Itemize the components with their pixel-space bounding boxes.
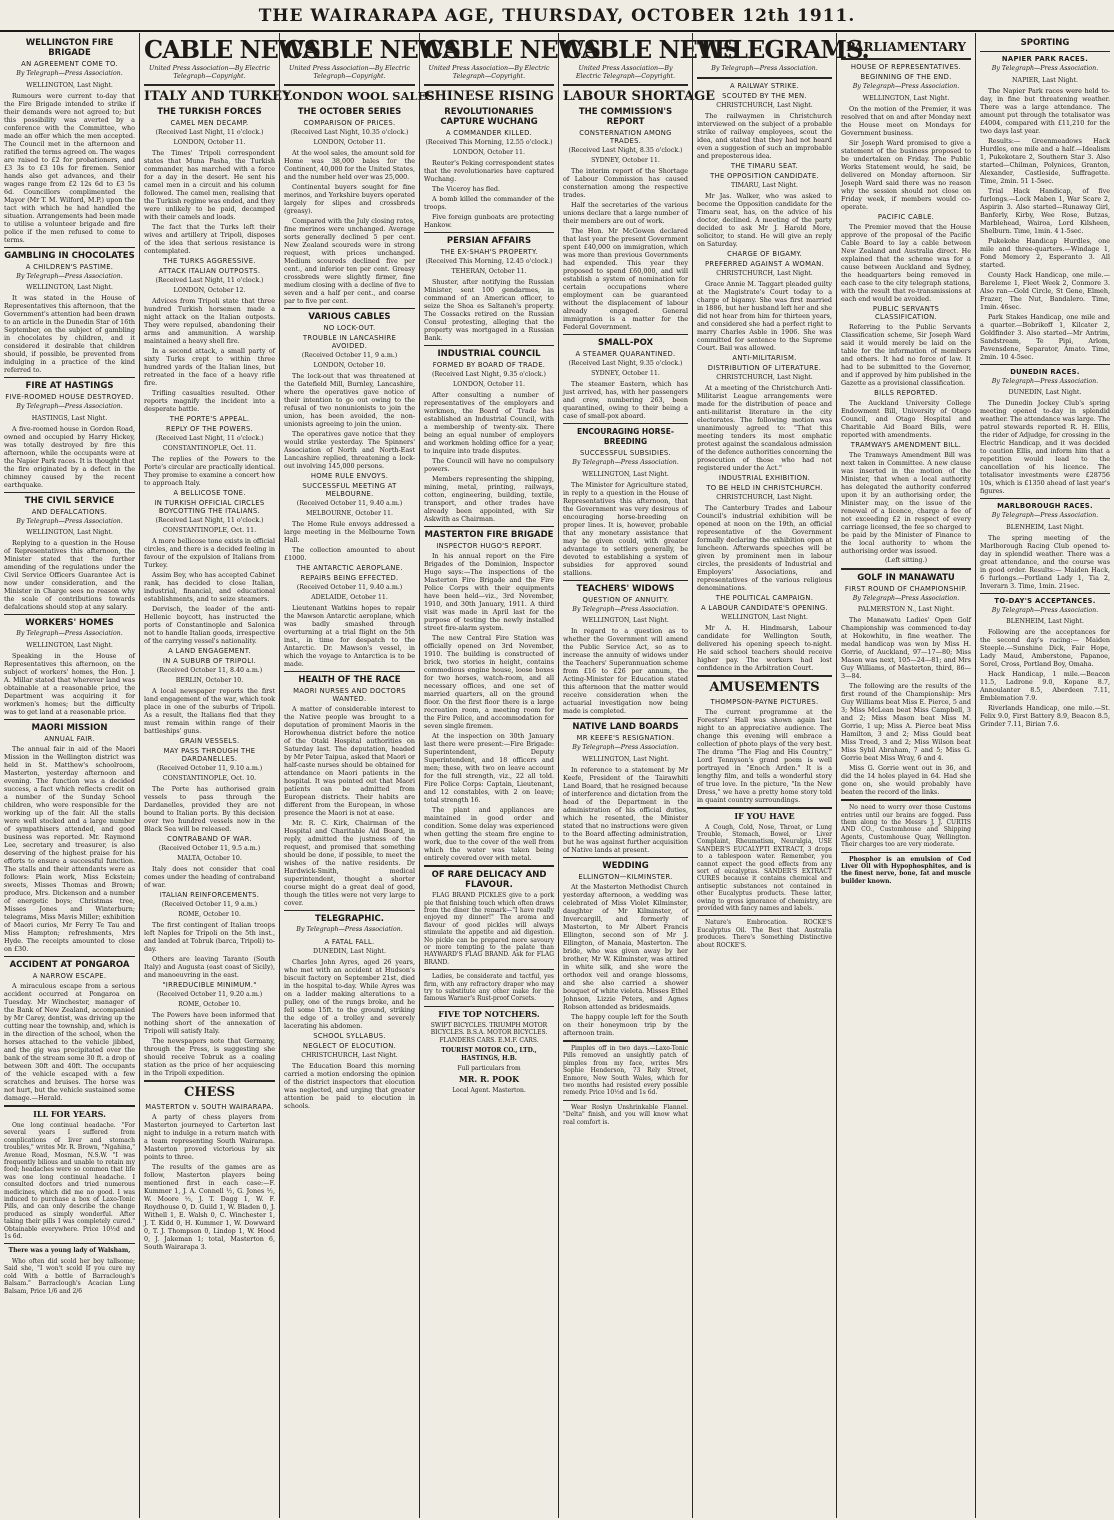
- credit-line: By Telegraph—Press Association.: [296, 926, 403, 934]
- ad-body: Wear Roslyn Unshrinkable Flannel. "Delta" finish, and you will know what real comfort is.: [563, 1103, 688, 1126]
- credit-line: United Press Association—By Electric Telegraph—Copyright.: [428, 65, 550, 80]
- heading-workers-homes: WORKERS' HOMES: [25, 618, 114, 629]
- paragraph: A miraculous escape from a serious accident occurred at Pongaroa on Tuesday. Mr Winchester, manager of the Bank of New Zealand, accompanied by Mr Carey, dentist, was driving up the cutting near the township, and, which is in the direction of the school, when the horses attached to the vehicle jibbed, and the gig was precipitated over the bank of the stream some 30 ft. a drop of between 30ft and 40ft. The occupants of the vehicle escaped with a few scratches and bruises. The horse was not hurt, but the vehicle sustained some damage.—Herald.: [4, 981, 135, 1102]
- paragraph: Assim Bey, who has accepted Cabinet rank, has decided to close Italian, industrial, financial, and educational establishments, and to seize steamers.: [144, 571, 275, 604]
- dateline: TIMARU, Last Night.: [731, 181, 798, 189]
- paragraph: Reuter's Peking correspondent states that the revolutionaries have captured Wuchang.: [424, 159, 554, 184]
- paragraph: The operatives gave notice that they would strike yesterday. The Spinners' Association of North and North-East Lancashire replied, threatening a lock-out involving 145,000 persons.: [284, 430, 415, 471]
- credit-line: United Press Association—By Electric Telegraph—Copyright.: [575, 65, 676, 80]
- paragraph: Mr A. H. Hindmarsh, Labour candidate for Wellington South, delivered his opening speech to-night. He said school teachers should receive higher pay. The workers had lost confidence in the Arbitration Court.: [697, 623, 832, 672]
- subheading: INSPECTOR HUGO'S REPORT.: [436, 542, 542, 551]
- subheading: INDUSTRIAL EXHIBITION.: [718, 473, 811, 482]
- credit-line: By Telegraph—Press Association.: [16, 272, 123, 280]
- paragraph: Rumours were current to-day that the Fire Brigade intended to strike if their demands were not agreed to; but this possibility was averted by a conference with the Committee, who made an offer which the men accepted. The Council met in the afternoon and ratified the terms agreed on. The wages are raised to £2 for probationers, and £3 3s to £3 10s for firemen. Senior hands also get advances, and their wages range from £2 12s 6d to £3 5s 6d. Councillors complimented the Mayor (Mr T. M. Wilford, M.P.) upon the tact with which he had handled the situation. Arrangements had been made to utilise a volunteer brigade and fire police if the men refused to come to terms.: [4, 91, 135, 244]
- ad-body: No need to worry over those Customs entries until our brains are fogged. Pass them along to the Messrs J. J. CURTIS AND CO., Customhouse and Shipping Agents, Customhouse Quay, Wellington. Their charges too are very moderate.: [841, 804, 971, 849]
- received-line: (Received October 11, 9.40 a.m.): [296, 584, 403, 592]
- received-line: (Received Last Night, 8.35 o'clock.): [568, 147, 683, 155]
- subheading: ITALIAN REINFORCEMENTS.: [159, 891, 260, 900]
- heading-wool-sales: LONDON WOOL SALES: [284, 89, 435, 104]
- subheading: AND DEFALCATIONS.: [31, 507, 108, 516]
- ad-body: Nature's Embrocation. ROCKE'S Eucalyptus Oil. The Best that Australia produces. There's Something Distinctive about ROCKE'S.: [697, 919, 832, 949]
- dateline: WELLINGTON, Last Night.: [582, 755, 669, 763]
- received-line: (Received Last Night, 9.35 o'clock.): [568, 360, 683, 368]
- dateline: PALMERSTON N., Last Night.: [857, 606, 955, 614]
- paragraph: The first contingent of Italian troops left Naples for Tripoli on the 5th inst., and landed at Tobruk (barca, Tripoli) to-day.: [144, 921, 275, 954]
- paragraph: The newspapers note that Germany, through the Press, is suggesting she should receive Tobruk as a coaling station as the price of her acquiescing in the Tripoli expedition.: [144, 1037, 275, 1078]
- subheading: FORMED BY BOARD OF TRADE.: [432, 361, 546, 370]
- paragraph: The replies of the Powers to the Porte's circular are practically identical. They promise to examine a concert how to approach Italy.: [144, 455, 275, 488]
- subheading: THE TURKS AGGRESSIVE.: [163, 257, 256, 266]
- paragraph: Speaking in the House of Representatives this afternoon, on the subject of workers' homes, the Hon. J. A. Millar stated that wherever land was obtainable at a reasonable price, the Department was acquiring it for workmen's homes; but the difficulty was to get land at a reasonable price.: [4, 651, 135, 716]
- column-7: [836, 33, 975, 1518]
- ad-line: MR. R. POOK: [458, 1074, 520, 1085]
- subheading: MAY PASS THROUGH THE DARDANELLES.: [163, 747, 256, 764]
- ad-body: SWIFT BICYCLES. TRIUMPH MOTOR BICYCLES. B.S.A. MOTOR BICYCLES. FLANDERS CARS. E.M.F. CARS.: [430, 1021, 548, 1044]
- dateline: LONDON, October 11.: [453, 381, 525, 389]
- paragraph: The railwaymen in Christchurch interviewed on the subject of a probable strike of railway employees, scout the idea, and stated that they had not heard even a suggestion of such an improbable and preposterous idea.: [697, 111, 832, 160]
- dateline: DUNEDIN, Last Night.: [313, 947, 386, 955]
- paragraph: Results:— Greenmeadows Hack Hurdles, one mile and a half.—Idealism 1, Pukekotare 2, Southern Star 3. Also started—Chilman, Polynices, Granton, Alexander, Castleside, Suffragette. Time, 2min. 51 1-5sec.: [980, 136, 1110, 185]
- paragraph: The results of the games are as follow, Masterton players being mentioned first in each case:—F. Kummer 1, J. A. Connell ½, G. Jones ½, W. Moore ½, J. T. Dagg 1, W. F. Roydhouse 0, D. Guild 1, W. Bladen 0, J. Withell 1, E. Walsh 0, C. Winchester 1, J. T. Kidd 0, H. Kummer 1, W. Dowward 0, T. J. Thompson 0, Lindop 1, W. Hood 0, J. Jakeman 1; total, Masterton 6, South Wairarapa 3.: [144, 1163, 275, 1252]
- subheading: GRAIN VESSELS.: [179, 737, 240, 746]
- subheading: MR KEEFE'S RESIGNATION.: [576, 734, 675, 743]
- subheading: MAORI NURSES AND DOCTORS WANTED.: [293, 687, 406, 704]
- paragraph: In a second attack, a small party of sixty Turks crept to within three hundred yards of the Italian lines, but retreated in the face of a heavy rifle fire.: [144, 347, 275, 388]
- subheading: MARLBOROUGH RACES.: [997, 502, 1093, 511]
- credit-line: By Telegraph—Press Association.: [852, 594, 960, 602]
- subheading: A FATAL FALL.: [324, 937, 375, 946]
- ad-line: Local Agent. Masterton.: [452, 1087, 526, 1095]
- column-6: [692, 33, 869, 1518]
- subheading: ATTACK ITALIAN OUTPOSTS.: [158, 267, 261, 276]
- paragraph: Trifling casualties resulted. Other reports magnify the incident into a desperate battle.: [144, 389, 275, 414]
- received-line: (Received October 11, 9 a.m.): [161, 901, 258, 909]
- paragraph: The Auckland University College Endowment Bill, University of Otago Council, and Otago Hospital and Charitable Aid Board Bills, were reported with amendments.: [841, 398, 971, 439]
- credit-line: By Telegraph—Press Association.: [16, 70, 123, 77]
- credit-line: By Telegraph—Press Association.: [991, 377, 1099, 385]
- paragraph: The fact that the Turks left their wives and artillery at Tripoli, disposes of the idea that serious resistance is contemplated.: [144, 223, 275, 256]
- paragraph: The interim report of the Shortage of Labour Commission has caused consternation among the respective trades.: [563, 167, 688, 200]
- heading-fire-hastings: FIRE AT HASTINGS: [25, 381, 114, 392]
- subheading: MASTERTON v. SOUTH WAIRARAPA.: [145, 1103, 274, 1112]
- credit-line: By Telegraph—Press Association.: [991, 65, 1099, 72]
- paragraph: In his annual report on the Fire Brigades of the Dominion, Inspector Hugo says:—The inspections of the Masterton Fire Brigade and the Fire Police Corps with their equipments have been held—viz., 3rd November, 1910, and 30th January, 1911. A third visit was made in April last for the purpose of testing the newly installed street fire-alarm system.: [424, 552, 554, 633]
- telegrams-header: TELEGRAMS.: [697, 35, 869, 64]
- paragraph: The current programme at the Foresters' Hall was shown again last night to an appreciative audience. The change this evening will embrace a collection of photo plays of the very best. The drama "The Flag and His Country," Lord Tennyson's grand poem is well portrayed in "Enoch Arden." It is a lengthy film, and tells a wonderful story of true love. In the picture, "In the New Dress," we have a pretty home story told in quaint country surroundings.: [697, 707, 832, 804]
- dateline: WELLINGTON, Last Night.: [26, 81, 113, 89]
- subheading: NO LOCK-OUT.: [323, 324, 376, 333]
- heading-native-land-boards: NATIVE LAND BOARDS: [572, 722, 679, 733]
- paragraph: The steamer Eastern, which has just arrived, has, with her passengers and crew, numbering 263, been quarantined, owing to their being a case of small-pox aboard.: [563, 380, 688, 421]
- paragraph: Lieutenant Watkins hopes to repair the Mawson Antarctic aeroplane, which was badly smashed through overturning at a trial flight on the 5th inst., in time for despatch to the Antarctic. Dr. Mawson's vessel, in which the voyage to Antarctica is to be made.: [284, 604, 415, 669]
- credit-line: United Press Association—By Electric Telegraph—Copyright.: [288, 65, 411, 80]
- paragraph: The Education Board this morning carried a motion endorsing the opinion of the district inspectors that elocution was neglected, and urging that greater attention be paid to elocution in schools.: [284, 1061, 415, 1110]
- paragraph: Others are leaving Taranto (South Italy) and Augusta (east coast of Sicily), and manoeuvring in the east.: [144, 955, 275, 980]
- subheading: IN TURKISH OFFICIAL CIRCLES BOYCOTTING THE ITALIANS.: [154, 499, 265, 516]
- paragraph: It was stated in the House of Representatives this afternoon, that the Government's attention had been drawn to an article in the Dunedin Star of 16th September, on the subject of gambling in chocolates by children, and it considered it desirable that children should, if possible, be prevented from indulging in a practice of the kind referred to.: [4, 294, 135, 375]
- received-line: (Received This Morning, 12.45 o'clock.): [425, 258, 553, 266]
- subheading: SUCCESSFUL SUBSIDIES.: [580, 449, 671, 458]
- column-3: [279, 33, 461, 1518]
- paragraph: The spring meeting of the Marlborough Racing Club opened to-day in splendid weather. There was a great attendance, and the course was in good order. Results:— Maiden Hack, 6 furlongs.—Portland Lady 1, Tia 2, Inverarn 3. Time, 1min. 21sec.: [980, 533, 1110, 590]
- dateline: CHRISTCHURCH, Last Night.: [716, 373, 813, 381]
- received-line: (Received Last Night, 11 o'clock.): [155, 435, 264, 443]
- received-line: (Received October 11, 9.10 a.m.): [156, 765, 263, 773]
- dateline: ROME, October 10.: [178, 911, 241, 919]
- paragraph: The Council will have no compulsory powers.: [424, 457, 554, 474]
- heading-fire-brigade: WELLINGTON FIRE BRIGADE: [25, 38, 114, 58]
- paragraph: The Premier moved that the House approve of the proposal of the Pacific Cable Board to lay a cable between New Zealand and Australia direct. He explained that the scheme was for a cause between Auckland and Sydney, the headquarters being removed in each case to the city telegraph stations, with the result that re-transmissions at each end would be avoided.: [841, 222, 971, 303]
- heading-telegraphic: TELEGRAPHIC.: [315, 914, 384, 925]
- dateline: CHRISTCHURCH, Last Night.: [716, 493, 813, 501]
- paragraph: The happy couple left for the South on their honeymoon trip by the afternoon train.: [563, 1012, 688, 1037]
- subheading: AN AGREEMENT COME TO.: [21, 60, 118, 68]
- paragraph: Compared with the July closing rates, fine merinos were unchanged. Average sorts generally declined 5 per cent. New Zealand scoureds were in strong request, with prices unchanged. Medium scoureds declined five per cent., and inferior ten per cent. Greasy crossbreds were slightly firmer, fine medium closing with a decline of five to seven and a half per cent., and coarse par to five per cent.: [284, 217, 415, 306]
- received-line: (Received This Morning, 12.55 o'clock.): [425, 139, 553, 147]
- received-line: (Received Last Night, 11 o'clock.): [155, 517, 264, 525]
- paragraph: A local newspaper reports the first land engagement of the war, which took place in one of the suburbs of Tripoli. As a result, the Italians fled that they must remain within range of their battleships' guns.: [144, 687, 275, 736]
- paragraph: The Canterbury Trades and Labour Council's industrial exhibition will be opened at noon on the 19th, an official representative of the Government formally declaring the exhibition open at luncheon. Afterwards speeches will be given by prominent men in labour circles, the presidents of Industrial and Employers' Associations, and representatives of the various religious denominations.: [697, 503, 832, 592]
- column-2: [139, 33, 321, 1518]
- column-4: [419, 33, 601, 1518]
- subheading: A LAND ENGAGEMENT.: [168, 647, 251, 656]
- dateline: MALTA, October 10.: [177, 855, 242, 863]
- dateline: WELLINGTON, Last Night.: [26, 641, 113, 649]
- paragraph: Mr Jas. Walker, who was asked to become the Opposition candidate for the Timaru seat, has, on the advice of his doctor, declined. A meeting of the party decided to ask Mr J. Harold More, solicitor, to stand. He will give an reply on Saturday.: [697, 191, 832, 248]
- dateline: BLENHEIM, Last Night.: [1006, 523, 1084, 531]
- credit-line: By Telegraph—Press Association.: [572, 605, 679, 613]
- ad-body: Pimples off in two days.—Laxo-Tonic Pills removed an unsightly patch of pimples from my face, writes Mrs Sophie Henderson, 73 Rely Street, Enmore, New South Wales, which for two months had resisted every possible remedy. Price 10½d and 1s 6d.: [563, 1044, 688, 1097]
- heading-persian-affairs: PERSIAN AFFAIRS: [446, 236, 532, 247]
- credit-line: By Telegraph—Press Association.: [991, 606, 1099, 614]
- paragraph: Park Stakes Handicap, one mile and a quarter.—Bobrikoff 1, Kilcater 2, Goldfinder 3. Also started—Mr Antrim, Sandstream, Te Pipi, Arlom, Pavensdene, Separator, Amato. Time, 2min. 10 4-5sec.: [980, 312, 1110, 361]
- subheading: A BELLICOSE TONE.: [173, 489, 246, 498]
- dateline: ROME, October 10.: [178, 1001, 241, 1009]
- paragraph: A bomb killed the commander of the troops.: [424, 195, 554, 212]
- subheading: THE EX-SHAH'S PROPERTY.: [440, 248, 538, 257]
- paragraph: The Home Rule envoys addressed a large meeting in the Melbourne Town Hall.: [284, 520, 415, 545]
- subheading: FIVE-ROOMED HOUSE DESTROYED.: [5, 393, 134, 402]
- dateline: CONSTANTINOPLE, Oct. 11.: [162, 445, 257, 453]
- subheading: CONTRABAND OF WAR.: [167, 835, 252, 844]
- paragraph: At the Masterton Methodist Church yesterday afternoon, a wedding was celebrated of Miss Violet Kilminster, daughter of Mr Kilminster, of Invercargill, and formerly of Masterton, to Mr Albert Francis Ellington, second son of Mr J. Ellington, of Manaia, Masterton. The bride, who was given away by her brother, Mr W. Kilminster, was attired in white silk, and she wore the orthodox veil and orange blossoms, and she also carried a shower bouquet of white vieleta. Misses Ethel Johnson, Lizzie Peters, and Agnes Robson attended as bridesmaids.: [563, 882, 688, 1011]
- subheading: THOMPSON-PAYNE PICTURES.: [710, 697, 819, 706]
- ad-title: IF YOU HAVE: [734, 810, 795, 821]
- paragraph: County Hack Handicap, one mile.—Bareleme 1, Fleet Week 2, Conmore 3. Also ran—Gold Circle, St Gene, Elmeh, Frazer, The Nut, Bandalero. Time, 1min. 46sec.: [980, 270, 1110, 311]
- ad-body: Ladies, be considerate and tactful, yes firm, with any refractory draper who may try to substitute any other make for the famous Warner's Rust-proof Corsets.: [424, 973, 554, 1003]
- column-5: [558, 33, 740, 1518]
- paragraph: The Tramways Amendment Bill was next taken in Committee. A new clause was inserted in the motion of the Minister, that when a local authority has delegated the authority conferred upon it by an authorising order, the Minister may, on the issue of the renewal of a licence, charge a fee of not exceeding £2 in respect of every carriage licensed, the fee so charged to be paid by the Minister of Finance to the local authority to whom the authorising order was issued.: [841, 450, 971, 555]
- subheading: REVOLUTIONARIES CAPTURE WUCHANG: [440, 107, 538, 128]
- dateline: LONDON, October 12.: [173, 287, 246, 295]
- ad-body: FLAG BRAND PICKLES give to a pork pie that finishing touch which often draws from the diner the remark—"I have really enjoyed my dinner!" The aroma and flavour of good pickles will always stimulate the appetite and aid digestion. No pickle can be prepared more savoury or more tempting to the palate than HAYWARD'S FLAG BRAND. Ask for FLAG BRAND.: [424, 892, 554, 966]
- credit-line: By Telegraph—Press Association.: [572, 459, 679, 467]
- received-line: (Received October 11, 9.5 a.m.): [158, 845, 261, 853]
- paragraph: Shuster, after notifying the Russian Minister, sent 100 gendarmes, in command of an American officer, to seize the Shoa es Saltaneh's property. The Cossacks retired on the Russian Consul protesting, alleging that the property was mortgaged in a Russian Bank.: [424, 278, 554, 343]
- ad-title: ILL FOR YEARS.: [33, 1108, 106, 1119]
- ad-line: Full particulars from: [457, 1064, 521, 1072]
- paragraph: A party of chess players from Masterton journeyed to Carterton last night to indulge in a return match with a team representing South Wairarapa. Masterton proved victorious by six points to three.: [144, 1113, 275, 1162]
- paragraph: Five foreign gunboats are protecting Hankow.: [424, 213, 554, 230]
- received-line: (Received Last Night, 11 o'clock.): [155, 277, 264, 285]
- dateline: WELLINGTON, Last Night.: [862, 94, 950, 102]
- paragraph: Sir Joseph Ward promised to give a statement of the business proposed to be undertaken on Friday. The Public Works Statement would, he said, be delivered on Monday afternoon. Sir Joseph Ward said there was no reason why the session should not close on Friday week, if members would co-operate.: [841, 138, 971, 211]
- ad-title: There was a young lady of Walsham,: [8, 1247, 131, 1255]
- received-line: (Received October 11, 9.20 a.m.): [156, 991, 263, 999]
- credit-line: By Telegraph—Press Association.: [572, 744, 679, 752]
- paragraph: Trial Hack Handicap, of five furlongs.—Lock Maben 1, War Scare 2, Aspirin 3. Also started—Runaway Girl, Banferly, Kirby, Wee Rose, Butzas, Marblehead, Wairoa, Lord Kilsheen, Shelburn. Time, 1min. 4 1-5sec.: [980, 186, 1110, 235]
- cable-news-header: CABLE NEWS: [563, 35, 740, 64]
- column-8: [975, 33, 1114, 1518]
- heading-maori-mission: MAORI MISSION: [31, 722, 108, 733]
- subheading: CONSTERNATION AMONG TRADES.: [579, 129, 672, 146]
- paragraph: The plant and appliances are maintained in good order and condition. Some delay was experienced when getting the steam fire engine to work, due to the cover of the well from which the water was taken being entirely covered over with metal.: [424, 806, 554, 863]
- paragraph: On the motion of the Premier, it was resolved that on and after Monday next the House meet on Mondays for Government business.: [841, 104, 971, 137]
- column-1: [0, 33, 139, 1518]
- paragraph: Members representing the shipping, mining, metal, printing, railways, cotton, engineering, building, textile, transport, and other trades have already been appointed, with Sir Askwith as Chairman.: [424, 475, 554, 524]
- subheading: THE TIMARU SEAT.: [730, 161, 799, 170]
- received-line: (Received October 11, 9.40 a.m.): [296, 500, 403, 508]
- subheading: PACIFIC CABLE.: [877, 212, 935, 221]
- dateline: WELLINGTON, Last Night.: [721, 613, 808, 621]
- subheading: THE OCTOBER SERIES: [297, 107, 402, 118]
- ad-heading-flag-brand: OF RARE DELICACY AND FLAVOUR.: [431, 870, 547, 891]
- paragraph: The Manawatu Ladies' Open Golf Championship was commenced to-day at Hokowhitu, in fine weather. The medal handicap was won by Miss H. Gorrie, of Auckland, 97—17—80; Miss Mason was next, 105—24—81; and Mrs Guy Williams, of Masterton, third, 86—3—84.: [841, 616, 971, 681]
- heading-gambling: GAMBLING IN CHOCOLATES: [4, 250, 135, 261]
- credit-line: By Telegraph—Press Association.: [991, 512, 1099, 520]
- heading-italy-turkey: ITALY AND TURKEY: [144, 89, 292, 105]
- dateline: WELLINGTON, Last Night.: [26, 529, 113, 537]
- subheading: SCHOOL SYLLABUS.: [313, 1031, 386, 1040]
- masthead-title: THE WAIRARAPA AGE, THURSDAY, OCTOBER 12th 1911.: [258, 6, 856, 26]
- heading-golf: GOLF IN MANAWATU: [857, 572, 955, 583]
- parliamentary-header: PARLIAMENTARY: [846, 40, 966, 54]
- ad-title: FIVE TOP NOTCHERS.: [438, 1008, 540, 1019]
- paragraph: Referring to the Public Servants Classification scheme, Sir Joseph Ward said it would merely be laid on the table for the information of members and others. It had no force of law. It had to be submitted to the Governor, and if approved by him published in the Gazette as a provisional classification.: [841, 322, 971, 387]
- paragraph: Charles John Ayres, aged 26 years, who met with an accident at Hudson's biscuit factory on September 21st, died in the hospital to-day. While Ayres was on a ladder making alterations to a pulley, one of the rungs broke, and he fell some 15ft. to the ground, striking the edge of a trolley and severely lacerating his abdomen.: [284, 957, 415, 1030]
- received-line: (Received October 11, 8.40 a.m.): [156, 667, 263, 675]
- dateline: LONDON, October 10.: [313, 362, 386, 370]
- paragraph: The lock-out that was threatened at the Gatefield Mill, Burnley, Lancashire, where the operatives gave notice of their intention to go out owing to the refusal of two nonunionists to join the union, has been avoided, the non-unionists agreeing to join the union.: [284, 372, 415, 429]
- subheading: THE PORTE'S APPEAL.: [169, 415, 250, 424]
- cable-news-header: CABLE NEWS: [424, 35, 601, 64]
- dateline: TEHERAN, October 11.: [451, 268, 527, 276]
- heading-labour-shortage: LABOUR SHORTAGE: [563, 89, 716, 105]
- subheading: TO BE HELD IN CHRISTCHURCH.: [706, 483, 823, 492]
- credit-line: United Press Association—By Electric Telegraph—Copyright.: [148, 65, 271, 80]
- subheading: THE COMMISSION'S REPORT: [578, 107, 673, 128]
- paragraph: At the wool sales, the amount sold for Home was 38,000 bales for the Continent, 40,000 for the United States, and the number held over was 25,000.: [284, 149, 415, 182]
- paragraph: The following are the results of the first round of the Championship: Mrs Guy Williams beat Miss E. Pierce, 5 and 3; Miss McLean beat Miss Campbell, 3 and 2; Miss Mason beat Miss M. Gorrie, 1 up; Miss A. Pierce beat Miss Hamilton, 3 and 2; Miss Gould beat Miss Treed, 3 and 2; Miss Wilson beat Miss Sybil Abraham, 7 and 5; Miss G. Gorrie beat Miss Wray, 6 and 4.: [841, 682, 971, 763]
- dateline: WELLINGTON, Last Night.: [582, 617, 669, 625]
- subheading: TROUBLE IN LANCASHIRE AVOIDED.: [302, 334, 397, 351]
- ad-body: Who often did scold her boy tallsome; Said she, "I won't scold If you cure my cold With a bottle of Barraclough's Balsam." Barraclough's Acacian Lung Balsam, Price 1/6 and 2/6: [4, 1257, 135, 1295]
- paragraph: A five-roomed house in Gordon Road, owned and occupied by Harry Hickey, was totally destroyed by fire this afternoon, while the occupants were at the Napier Park races. It is thought that the fire originated by a defect in the chimney caused by the recent earthquake.: [4, 424, 135, 489]
- subheading: CHARGE OF BIGAMY.: [727, 249, 802, 258]
- subheading: HOME RULE ENVOYS.: [310, 472, 389, 481]
- heading-various-cables: VARIOUS CABLES: [308, 312, 391, 323]
- paragraph: Riverlands Handicap, one mile.—St. Felix 9.0, First Battery 8.9, Beacon 8.5, Grinder 7.11, Birian 7.6.: [980, 704, 1110, 729]
- dateline: WELLINGTON, Last Night.: [26, 284, 113, 292]
- dateline: CHRISTCHURCH, Last Night.: [301, 1051, 398, 1059]
- left-sitting: (Left sitting.): [884, 556, 928, 564]
- credit-line: By Telegraph—Press Association.: [711, 65, 818, 72]
- paragraph: A matter of considerable interest to the Native people was brought to a deputation of prominent Maoris in the Horowhenua district before the notice of the Otaki Hospital authorities on Saturday last. The deputation, headed by Mr Peter Taipua, asked that Maori or half-caste nurses should be obtained for attendance on Maori patients in the hospital. It was pointed out that Maori patients can be admitted from European districts. Their habits are different from the European, in whose presence the Maori is not at ease.: [284, 705, 415, 818]
- subheading: THE ANTARCTIC AEROPLANE.: [296, 564, 403, 573]
- ad-body: A Cough, Cold, Nose, Throat, or Lung Trouble, Stomach, Bowel, or Liver Complaint, Rheumatism, Neuralgia, USE SANDER'S EUCALYPTI EXTRACT, 3 drops to a tablespoon water. Remember, you cannot expect the good effects from any sort of eucalyptus. SANDER'S EXTRACT CURES because it contains chemical and antiseptic substances not contained in other Eucalyptus products. These latter, owing to gross ignorance of chemistry, are provided with fancy names and labels.: [697, 823, 832, 913]
- heading-pongaroa: ACCIDENT AT PONGAROA: [9, 959, 130, 970]
- paragraph: Italy does not consider that coal comes under the heading of contraband of war.: [144, 865, 275, 890]
- paragraph: Replying to a question in the House of Representatives this afternoon, the Minister stated that the further amending of the regulations under the Civil Service Officers Guarantee Act is now under consideration, and the Minister in Charge sees no reason why the scale of contributions towards defalcations should stop at any salary.: [4, 539, 135, 612]
- paragraph: Pukekohe Handicap Hurdles, one mile and three-quarters.—Windage 1, Fond Memory 2, Esperanto 3. All started.: [980, 236, 1110, 269]
- heading-civil-service: THE CIVIL SERVICE: [24, 495, 115, 506]
- paragraph: The Viceroy has fled.: [432, 185, 501, 194]
- paragraph: After consulting a number of representatives of the employers and workmen, the Board of Trade has established an Industrial Council, with a membership of twenty-six. There being an equal number of employers and workmen holding office for a year, to inquire into trade disputes.: [424, 391, 554, 456]
- subheading: REPAIRS BEING EFFECTED.: [300, 574, 399, 583]
- paragraph: In reference to a statement by Mr Keefe, President of the Tairawhiti Land Board, that he resigned because of interference and dictation from the head of the Department in the administration of his official duties, which he resented, the Minister stated that no instructions were given to the Board affecting administration, but he was against further acquisition of Native lands at present.: [563, 765, 688, 854]
- subheading: TO-DAY'S ACCEPTANCES.: [994, 596, 1096, 605]
- paragraph: Miss G. Gorrie went out in 36, and did the 14 holes played in 64. Had she gone on, she would probably have beaten the record of the links.: [841, 764, 971, 797]
- paragraph: Grace Annie M. Taggart pleaded guilty at the Magistrate's Court today to a charge of bigamy. She was first married in 1886, but her husband left her and she did not hear from him for thirteen years, and considered she had a perfect right to marry Charles Asble in 1906. She was committed for sentence to the Supreme Court. Bail was allowed.: [697, 279, 832, 352]
- sporting-header: SPORTING: [1020, 38, 1070, 48]
- paragraph: The new Central Fire Station was officially opened on 3rd November, 1910. The building is constructed of brick, two stories in height, contains commodious engine house, loose boxes for two horses, watch-room, and all necessary offices, and one set of married quarters, all on the ground floor. On the first floor there is a large recreation room, a meeting room for the Fire Police, and accommodation for seven single firemen.: [424, 634, 554, 731]
- received-line: (Received Last Night, 11 o'clock.): [155, 129, 264, 137]
- credit-line: By Telegraph—Press Association.: [852, 83, 960, 90]
- dateline: LONDON, October 11.: [313, 139, 386, 147]
- subheading: A CHILDREN'S PASTIME.: [25, 262, 114, 271]
- dateline: CONSTANTINOPLE, Oct. 10.: [162, 775, 257, 783]
- subheading: BILLS REPORTED.: [874, 388, 938, 397]
- paragraph: The Hon. Mr McGowen declared that last year the present Government spent £40,000 on immigration, which was more than previous Governments had expended. This year they proposed to spend £60,000, and will establish a system of nomination for certain occupations where employment can be guaranteed without the displacement of labour already engaged. General immigration is a matter for the Federal Government.: [563, 227, 688, 332]
- paragraph: In regard to a question as to whether the Government will amend the Public Service Act, so as to increase the annuity of widows under the Teachers' Superannuation scheme from £16 to £26 per annum, the Acting-Minister for Education stated this afternoon that the matter would receive consideration when the actuarial investigation now being made is completed.: [563, 627, 688, 716]
- dateline: HASTINGS, Last Night.: [31, 414, 108, 422]
- paragraph: The Dunedin Jockey Club's spring meeting opened to-day in splendid weather. The attendance was large. The patrol stewards reported R. H. Ellis, the rider of Adjudge, for crossing in the Electric Handicap, and it was decided to caution Ellis, and inform him that a repetition would lead to the cancellation of his licence. The totalisator investments were £28756 10s, which is £1350 ahead of last year's figures.: [980, 399, 1110, 496]
- credit-line: By Telegraph—Press Association.: [16, 403, 123, 411]
- received-line: (Received Last Night, 10.35 o'clock.): [290, 129, 409, 137]
- subheading: ANNUAL FAIR.: [44, 734, 95, 743]
- subheading: A LABOUR CANDIDATE'S OPENING.: [701, 603, 828, 612]
- subheading: CAMEL MEN DECAMP.: [170, 119, 249, 128]
- heading-chess: CHESS: [183, 1085, 236, 1101]
- subheading: COMPARISON OF PRICES.: [303, 119, 396, 128]
- subheading: BEGINNING OF THE END.: [860, 73, 952, 81]
- heading-wedding: WEDDING: [602, 860, 649, 871]
- paragraph: Half the secretaries of the various unions declare that a large number of their members are out of work.: [563, 201, 688, 226]
- subheading: NAPIER PARK RACES.: [1001, 55, 1089, 63]
- subheading: IN A SUBURB OF TRIPOLI.: [162, 657, 257, 666]
- cable-news-header: CABLE NEWS: [144, 35, 321, 64]
- ad-line: TOURIST MOTOR CO., LTD., HASTINGS, H.B.: [441, 1047, 537, 1062]
- subheading: SCOUTED BY THE MEN.: [722, 91, 807, 100]
- subheading: HOUSE OF REPRESENTATIVES.: [850, 63, 962, 71]
- paragraph: At a meeting of the Christchurch Anti-Militarist League arrangements were made for the distribution of peace and anti-militarist literature in the city electorates. The following motion was unanimously agreed to: "That this meeting tenders its most emphatic protest against the scandalous admission of the defence authorities concerning the prosecution of those who had not registered under the Act.": [697, 383, 832, 472]
- paragraph: Dervisch, the leader of the anti-Hellenic boycott, has instructed the ports of Constantinople and Salonica not to handle Italian goods, irrespective of the carrying vessel's nationality.: [144, 605, 275, 646]
- subheading: REPLY OF THE POWERS.: [165, 425, 254, 434]
- paragraph: The Minister for Agriculture stated, in reply to a question in the House of Representatives this afternoon, that the Government was very desirous of encouraging horse-breeding on proper lines. It is, however, probable that any monetary assistance that may be given could, with greater advantage to settlers generally, be devoted to establishing a system of subsidies for approved sound stallions.: [563, 480, 688, 577]
- dateline: SYDNEY, October 11.: [591, 370, 660, 378]
- subheading: FIRST ROUND OF CHAMPIONSHIP.: [844, 584, 968, 593]
- paragraph: Advices from Tripoli state that three hundred Turkish horsemen made a night attack on the Italian outposts. They were repulsed, abandoning their arms and ammunition. A warship maintained a heavy shell fire.: [144, 297, 275, 346]
- dateline: CHRISTCHURCH, Last Night.: [716, 269, 813, 277]
- dateline: BLENHEIM, Last Night.: [1006, 618, 1084, 626]
- paragraph: Following are the acceptances for the second day's racing:— Maiden Steeple.—Sunshine Dick, Fair Hope, Lady Maud, Amberstone, Papanoe, Sorel, Cross, Portland Boy, Omaha.: [980, 628, 1110, 669]
- heading-amusements: AMUSEMENTS: [709, 679, 820, 695]
- subheading: A STEAMER QUARANTINED.: [575, 350, 676, 359]
- dateline: DUNEDIN, Last Night.: [1008, 389, 1082, 397]
- subheading: A NARROW ESCAPE.: [32, 971, 107, 980]
- subheading: A RAILWAY STRIKE.: [729, 81, 800, 90]
- subheading: ELLINGTON—KILMINSTER.: [578, 872, 673, 881]
- subheading: THE OPPOSITION CANDIDATE.: [710, 171, 819, 180]
- subheading: DISTRIBUTION OF LITERATURE.: [707, 363, 822, 372]
- subheading: QUESTION OF ANNUITY.: [582, 595, 669, 604]
- subheading: SUCCESSFUL MEETING AT MELBOURNE.: [302, 482, 397, 499]
- paragraph: The Napier Park races were held to-day, in fine but threatening weather. There was a large attendance. The amount put through the totalisator was £4004, compared with £11,210 for the two days last year.: [980, 86, 1110, 135]
- masthead: [0, 0, 1114, 32]
- subheading: ANTI-MILITARISM.: [732, 353, 797, 362]
- paragraph: The Times' Tripoli correspondent states that Muna Pasha, the Turkish commander, has marched with a force for a day in the desert. He sent his camel men in a circuit and his column followed. The camel men, realising that the Turkish regime was ended, and they were unlikely to be paid, decamped with their camels and loads.: [144, 149, 275, 222]
- received-line: (Received October 11, 9 a.m.): [301, 352, 398, 360]
- paragraph: A more bellicose tone exists in official circles, and there is a decided feeling in favour of the expulsion of Italians from Turkey.: [144, 537, 275, 570]
- ad-body: Phosphor is an emulsion of Cod Liver Oil with Hypophosphites, and is the finest nerve, bone, fat and muscle builder known.: [841, 855, 971, 885]
- subheading: A COMMANDER KILLED.: [445, 129, 533, 138]
- dateline: WELLINGTON, Last Night.: [582, 470, 669, 478]
- subheading: THE POLITICAL CAMPAIGN.: [715, 593, 814, 602]
- received-line: (Received Last Night, 9.35 o'clock.): [431, 371, 547, 379]
- heading-industrial-council: INDUSTRIAL COUNCIL: [437, 349, 541, 360]
- subheading: PUBLIC SERVANTS CLASSIFICATION.: [872, 304, 940, 321]
- heading-masterton-fire-brigade: MASTERTON FIRE BRIGADE: [424, 530, 554, 541]
- paragraph: The annual fair in aid of the Maori Mission in the Wellington district was held in St. Matthew's schoolroom, Masterton, yesterday afternoon and evening. The function was a decided success, a fact which reflects credit on a number of the Sunday School children, who were responsible for the working up of the fair. All the stalls were well stocked and a large number of sympathisers attended, and good business was reported. Mr. Raymond Lee, secretary and treasurer, is also deserving of the highest praise for his efforts to ensure a successful function. The stalls and their attendants were as follows: Plain work, Miss Eckstein; sweets, Misses Thomas and Brown; produce, Mrs. Dickenson and a number of energetic boys; Christmas tree, Misses Jones and Winterburn; telegrams, Miss Mavis Miller; exhibition of Maori curios, Mr Ferry Te Tau and Miss Hampton; refreshments, Mrs Hyde. The receipts amounted to close on £30.: [4, 744, 135, 953]
- credit-line: By Telegraph—Press Association.: [16, 517, 123, 525]
- paragraph: The Porte has authorised grain vessels to pass through the Dardanelles, provided they are not bound to Italian ports. By this decision over two hundred vessels now in the Black Sea will be released.: [144, 785, 275, 834]
- subheading: THE TURKISH FORCES: [157, 107, 262, 118]
- paragraph: The Powers have been informed that nothing short of the annexation of Tripoli will satisfy Italy.: [144, 1011, 275, 1036]
- dateline: MELBOURNE, October 11.: [305, 510, 394, 518]
- dateline: CHRISTCHURCH, Last Night.: [716, 101, 813, 109]
- paragraph: Continental buyers sought for fine merinos, and Yorkshire buyers operated largely for slipes and crossbreds (greasy).: [284, 183, 415, 216]
- subheading: PREFERRED AGAINST A WOMAN.: [704, 259, 825, 268]
- dateline: NAPIER, Last Night.: [1012, 76, 1078, 84]
- subheading: TRAMWAYS AMENDMENT BILL.: [850, 440, 962, 449]
- credit-line: By Telegraph—Press Association.: [16, 630, 123, 638]
- paragraph: At the inspection on 30th January last there were present:—Fire Brigade: Superintendent, Deputy Superintendent, and 18 officers and men; these, with two on leave account for the full strength, viz., 22 all told. Fire Police Corps: Captain, Lieutenant, and 12 constables, with 2 on leave; total strength 16.: [424, 732, 554, 805]
- heading-teachers-widows: TEACHERS' WIDOWS: [576, 583, 675, 594]
- dateline: LONDON, October 11.: [453, 149, 525, 157]
- dateline: ADELAIDE, October 11.: [311, 594, 388, 602]
- ad-body: One long continual headache. "For several years I suffered from complications of liver and stomach troubles," writes Mr. R. Brown, "Ngahina," Avenue Road, Mosman, N.S.W. "I was frequently bilious and unable to retain my food; headaches were so common that life was one long continual headache. I consulted doctors and tried numerous medicines, which did me no good. I was induced to purchase a box of Laxo-Tonic Pills, and can only describe the change produced as simply wonderful. After taking their pills I was completely cured." Obtainable everywhere. Price 10½d and 1s 6d.: [4, 1121, 135, 1241]
- paragraph: Mr. R. C. Kirk, Chairman of the Hospital and Charitable Aid Board, in reply, admitted the justness of the request, and promised that something should be done, if possible, to meet the wishes of the native residents. Dr Hardwick-Smith, medical superintendent, thought a shorter course might do a great deal of good, though the titles were not very large to cover.: [284, 819, 415, 908]
- subheading: NEGLECT OF ELOCUTION.: [302, 1041, 397, 1050]
- dateline: SYDNEY, October 11.: [591, 157, 660, 165]
- subheading: "IRREDUCIBLE MINIMUM.": [162, 981, 257, 990]
- heading-chinese-rising: CHINESE RISING: [424, 89, 554, 105]
- cable-news-header: CABLE NEWS: [284, 35, 461, 64]
- dateline: CONSTANTINOPLE, Oct. 11.: [162, 527, 257, 535]
- heading-health-race: HEALTH OF THE RACE: [298, 675, 401, 686]
- paragraph: The collection amounted to about £1000.: [284, 546, 415, 563]
- paragraph: Hack Handicap, 1 mile.—Beacon 11.5, Ladrone 9.0, Kopane 8.7, Annoulanter 8.5, Aberdeen 7.11, Emblemation 7.9.: [980, 670, 1110, 703]
- subheading: DUNEDIN RACES.: [1010, 367, 1080, 376]
- dateline: LONDON, October 11.: [173, 139, 246, 147]
- dateline: BERLIN, October 10.: [175, 677, 244, 685]
- heading-small-pox: SMALL-POX: [597, 338, 654, 349]
- heading-horse-breeding: ENCOURAGING HORSE-BREEDING: [576, 427, 674, 447]
